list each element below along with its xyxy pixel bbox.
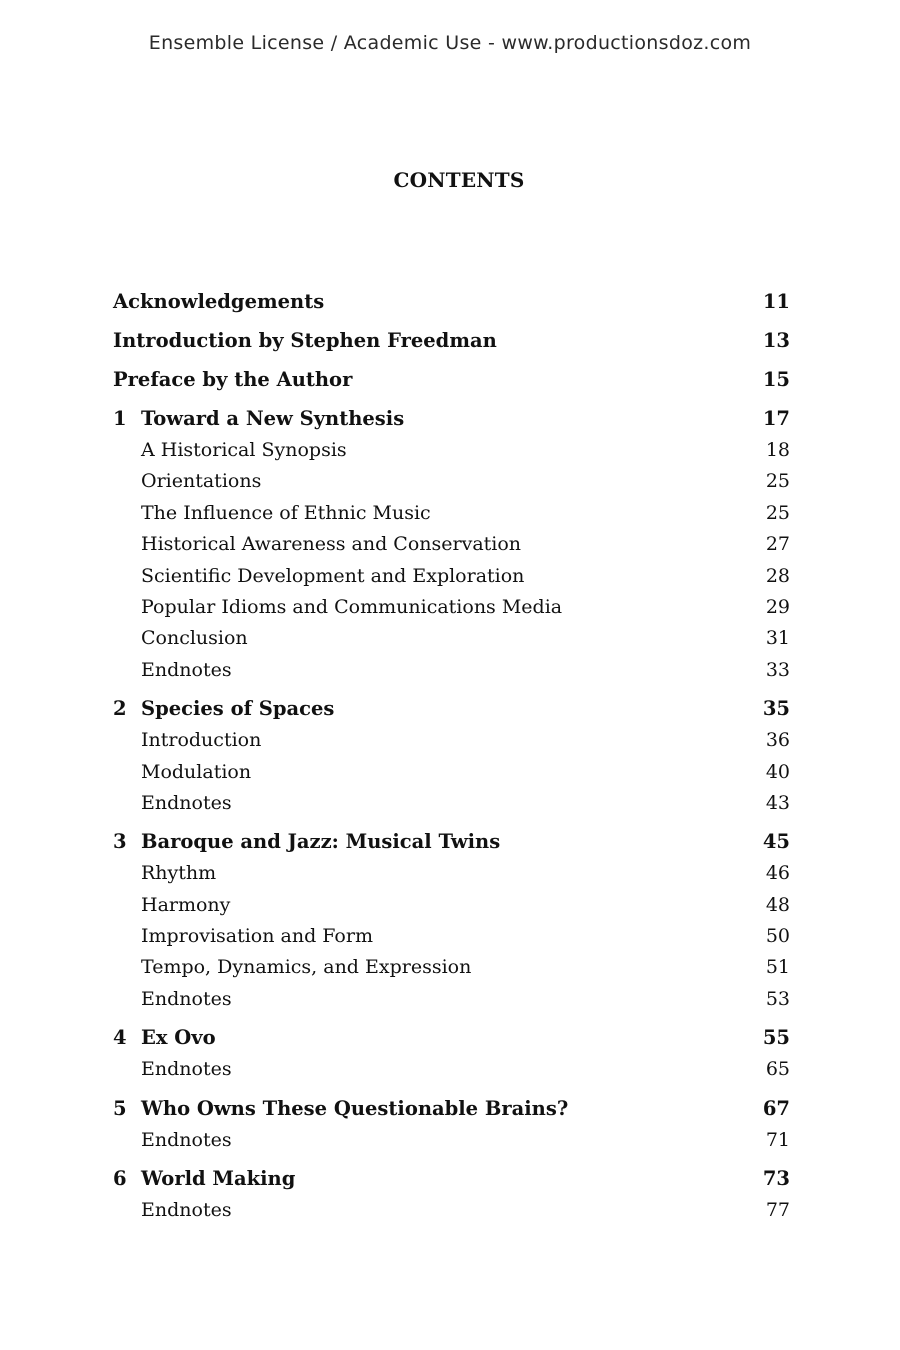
section-page: 46 — [765, 862, 790, 885]
chapter-page: 55 — [762, 1026, 790, 1050]
section-entry[interactable] — [113, 1129, 790, 1160]
section-page: 33 — [765, 658, 790, 681]
section-title: Harmony — [141, 893, 231, 916]
toc-entry[interactable] — [113, 368, 790, 407]
chapter-number: 6 — [113, 1167, 127, 1191]
section-title: Historical Awareness and Conservation — [141, 533, 522, 556]
section-entry[interactable] — [113, 533, 790, 564]
section-entry[interactable] — [113, 862, 790, 893]
toc-entry-page: 13 — [762, 329, 790, 352]
section-page: 53 — [765, 987, 790, 1010]
section-page: 65 — [765, 1058, 790, 1081]
section-title: Tempo, Dynamics, and Expression — [141, 956, 472, 979]
chapter-title: Who Owns These Questionable Brains? — [141, 1096, 569, 1120]
chapter-title: Baroque and Jazz: Musical Twins — [141, 830, 501, 854]
section-page: 71 — [765, 1128, 790, 1151]
chapter-heading[interactable] — [113, 1167, 790, 1199]
table-of-contents — [113, 290, 790, 1230]
section-entry[interactable] — [113, 761, 790, 792]
license-header: Ensemble License / Academic Use - www.productionsdoz.com — [148, 32, 752, 54]
chapter-title: Ex Ovo — [141, 1026, 216, 1050]
section-entry[interactable] — [113, 627, 790, 658]
chapter-number: 1 — [113, 407, 127, 430]
chapter-heading[interactable] — [113, 830, 790, 862]
section-page: 40 — [765, 760, 790, 783]
section-entry[interactable] — [113, 894, 790, 925]
chapter-heading[interactable] — [113, 1026, 790, 1058]
chapter-number: 5 — [113, 1096, 127, 1120]
chapter-list — [113, 407, 790, 1230]
section-entry[interactable] — [113, 925, 790, 956]
section-page: 25 — [765, 470, 790, 493]
chapter-block — [113, 697, 790, 823]
chapter-number: 2 — [113, 697, 127, 721]
section-page: 27 — [765, 533, 790, 556]
toc-entry-title: Introduction by Stephen Freedman — [113, 329, 497, 352]
toc-entry[interactable] — [113, 329, 790, 368]
page-title: CONTENTS — [393, 168, 525, 192]
section-page: 43 — [765, 791, 790, 814]
section-title: Endnotes — [141, 987, 232, 1010]
section-title: Endnotes — [141, 1128, 232, 1151]
chapter-heading[interactable] — [113, 697, 790, 729]
chapter-page: 67 — [762, 1096, 790, 1120]
section-title: Orientations — [141, 470, 262, 493]
front-matter-list — [113, 290, 790, 407]
chapter-block — [113, 830, 790, 1019]
chapter-block — [113, 1167, 790, 1230]
toc-entry-page: 15 — [762, 368, 790, 391]
section-title: Endnotes — [141, 1058, 232, 1081]
section-page: 77 — [765, 1199, 790, 1222]
section-entry[interactable] — [113, 439, 790, 470]
chapter-title: Species of Spaces — [141, 697, 335, 721]
chapter-heading[interactable] — [113, 407, 790, 439]
section-page: 25 — [765, 501, 790, 524]
section-entry[interactable] — [113, 565, 790, 596]
section-entry[interactable] — [113, 1199, 790, 1230]
section-entry[interactable] — [113, 792, 790, 823]
chapter-block — [113, 407, 790, 690]
section-entry[interactable] — [113, 659, 790, 690]
section-title: Improvisation and Form — [141, 925, 373, 948]
section-title: Scientific Development and Exploration — [141, 564, 525, 587]
section-entry[interactable] — [113, 729, 790, 760]
section-title: Modulation — [141, 760, 252, 783]
section-page: 31 — [765, 627, 790, 650]
toc-entry[interactable] — [113, 290, 790, 329]
section-entry[interactable] — [113, 1058, 790, 1089]
section-title: Endnotes — [141, 658, 232, 681]
section-title: Introduction — [141, 729, 262, 752]
section-page: 28 — [765, 564, 790, 587]
toc-entry-page: 11 — [762, 290, 790, 313]
section-page: 51 — [765, 956, 790, 979]
section-page: 48 — [765, 893, 790, 916]
section-entry[interactable] — [113, 988, 790, 1019]
chapter-number: 3 — [113, 830, 127, 854]
section-title: Endnotes — [141, 791, 232, 814]
section-page: 50 — [765, 925, 790, 948]
section-title: A Historical Synopsis — [141, 439, 347, 461]
section-title: Popular Idioms and Communications Media — [141, 595, 563, 618]
section-entry[interactable] — [113, 502, 790, 533]
section-entry[interactable] — [113, 596, 790, 627]
section-title: Endnotes — [141, 1199, 232, 1222]
chapter-title: World Making — [141, 1167, 296, 1191]
section-title: Rhythm — [141, 862, 217, 885]
chapter-block — [113, 1026, 790, 1089]
section-page: 18 — [765, 439, 790, 461]
section-page: 29 — [765, 595, 790, 618]
chapter-page: 45 — [762, 830, 790, 854]
chapter-title: Toward a New Synthesis — [141, 407, 405, 430]
toc-entry-title: Acknowledgements — [113, 290, 325, 313]
chapter-block — [113, 1097, 790, 1160]
section-page: 36 — [765, 729, 790, 752]
chapter-number: 4 — [113, 1026, 127, 1050]
section-entry[interactable] — [113, 470, 790, 501]
section-entry[interactable] — [113, 956, 790, 987]
section-title: Conclusion — [141, 627, 248, 650]
chapter-heading[interactable] — [113, 1097, 790, 1129]
chapter-page: 73 — [762, 1167, 790, 1191]
chapter-page: 35 — [762, 697, 790, 721]
section-title: The Influence of Ethnic Music — [141, 501, 431, 524]
chapter-page: 17 — [762, 407, 790, 430]
toc-entry-title: Preface by the Author — [113, 368, 353, 391]
